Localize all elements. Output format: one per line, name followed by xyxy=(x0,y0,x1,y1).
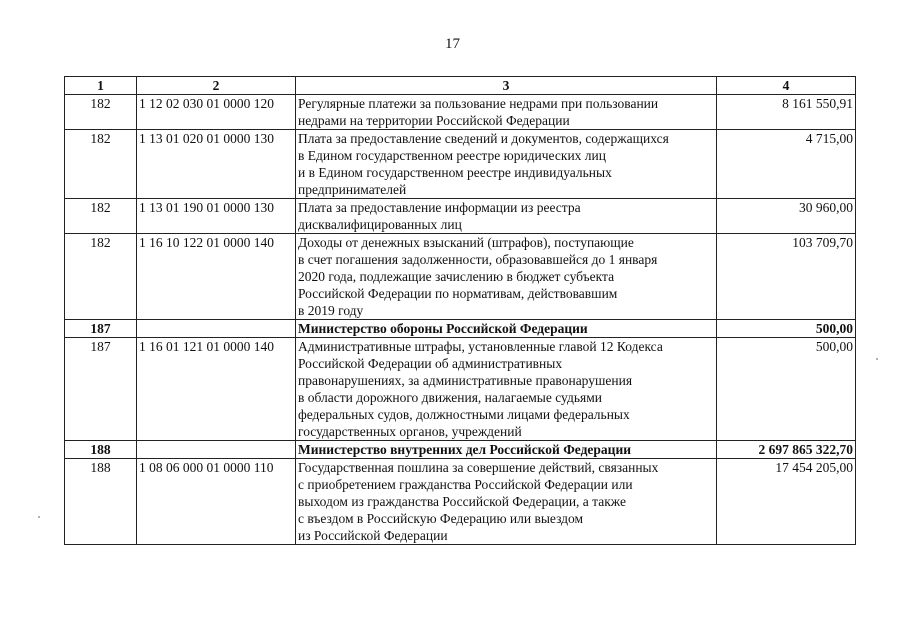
table-row xyxy=(65,95,856,130)
amount-cell: 30 960,00 xyxy=(717,199,856,234)
amount-cell: 103 709,70 xyxy=(717,234,856,320)
table-row xyxy=(65,130,856,199)
admin-code-cell: 182 xyxy=(65,130,137,199)
table-body xyxy=(65,77,856,545)
amount-cell: 17 454 205,00 xyxy=(717,459,856,545)
scan-speck xyxy=(38,516,40,518)
revenue-table xyxy=(64,76,856,545)
description-cell: Доходы от денежных взысканий (штрафов), поступающие в счет погашения задолженности, образовавшейся до 1 января 2020 года, подлежащие зачислению в бюджет субъекта Российской Федерации по нормативам, действовавшим в 2019 году xyxy=(296,234,717,320)
revenue-code-cell: 1 08 06 000 01 0000 110 xyxy=(137,459,296,545)
table-row xyxy=(65,234,856,320)
revenue-code-cell xyxy=(137,320,296,338)
admin-code-cell: 182 xyxy=(65,199,137,234)
revenue-code-cell: 1 16 10 122 01 0000 140 xyxy=(137,234,296,320)
revenue-code-cell xyxy=(137,441,296,459)
description-cell: Регулярные платежи за пользование недрами при пользовании недрами на территории Российской Федерации xyxy=(296,95,717,130)
amount-cell: 2 697 865 322,70 xyxy=(717,441,856,459)
table-row xyxy=(65,338,856,441)
revenue-code-cell: 1 16 01 121 01 0000 140 xyxy=(137,338,296,441)
amount-cell: 500,00 xyxy=(717,338,856,441)
amount-cell: 8 161 550,91 xyxy=(717,95,856,130)
admin-code-cell: 187 xyxy=(65,320,137,338)
header-col-4: 4 xyxy=(717,77,856,95)
description-cell: Плата за предоставление сведений и документов, содержащихся в Едином государственном реестре юридических лиц и в Едином государственном реестре индивидуальных предпринимателей xyxy=(296,130,717,199)
revenue-code-cell: 1 13 01 020 01 0000 130 xyxy=(137,130,296,199)
ministry-row xyxy=(65,320,856,338)
description-cell: Государственная пошлина за совершение действий, связанных с приобретением гражданства Российской Федерации или выходом из гражданства Российской Федерации, а также с въездом в Российскую Федерацию или выездом из Российской Федерации xyxy=(296,459,717,545)
table-row xyxy=(65,459,856,545)
amount-cell: 4 715,00 xyxy=(717,130,856,199)
admin-code-cell: 182 xyxy=(65,234,137,320)
admin-code-cell: 188 xyxy=(65,459,137,545)
scan-speck xyxy=(876,358,878,360)
revenue-code-cell: 1 13 01 190 01 0000 130 xyxy=(137,199,296,234)
admin-code-cell: 187 xyxy=(65,338,137,441)
header-col-1: 1 xyxy=(65,77,137,95)
revenue-code-cell: 1 12 02 030 01 0000 120 xyxy=(137,95,296,130)
header-col-2: 2 xyxy=(137,77,296,95)
description-cell: Министерство внутренних дел Российской Федерации xyxy=(296,441,717,459)
admin-code-cell: 182 xyxy=(65,95,137,130)
description-cell: Плата за предоставление информации из реестра дисквалифицированных лиц xyxy=(296,199,717,234)
admin-code-cell: 188 xyxy=(65,441,137,459)
description-cell: Министерство обороны Российской Федерации xyxy=(296,320,717,338)
ministry-row xyxy=(65,441,856,459)
table-header-row xyxy=(65,77,856,95)
header-col-3: 3 xyxy=(296,77,717,95)
amount-cell: 500,00 xyxy=(717,320,856,338)
page-number: 17 xyxy=(445,36,460,52)
table-row xyxy=(65,199,856,234)
description-cell: Административные штрафы, установленные главой 12 Кодекса Российской Федерации об административных правонарушениях, за административные правонарушения в области дорожного движения, налагаемые судьями федеральных судов, должностными лицами федеральных государственных органов, учреждений xyxy=(296,338,717,441)
